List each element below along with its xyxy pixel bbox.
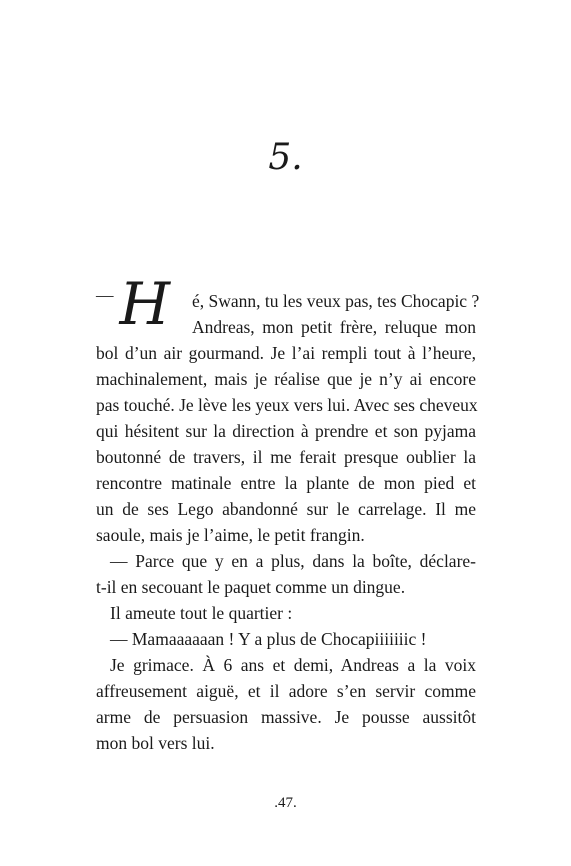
text-line: — Mamaaaaaan ! Y a plus de Chocapiiiiiiic ! — [110, 629, 427, 649]
text-line: Je grimace. À 6 ans et demi, Andreas a la voix — [110, 655, 476, 675]
dialogue-dash: — — [96, 285, 114, 305]
text-line: machinalement, mais je réalise que je n’y ai encore — [96, 369, 476, 389]
text-line: Andreas, mon petit frère, reluque mon — [192, 317, 476, 337]
dropcap-letter: H — [119, 270, 169, 338]
text-line: mon bol vers lui. — [96, 733, 215, 753]
text-line: affreusement aiguë, et il adore s’en servir comme — [96, 681, 476, 701]
text-line: saoule, mais je l’aime, le petit frangin. — [96, 525, 365, 545]
text-line: bol d’un air gourmand. Je l’ai rempli tout à l’heure, — [96, 343, 476, 363]
text-line-content: é, Swann, tu les veux pas, tes Chocapic ? — [192, 291, 480, 311]
text-line: rencontre matinale entre la plante de mon pied et — [96, 473, 476, 493]
text-line: pas touché. Je lève les yeux vers lui. Avec ses cheveux — [96, 395, 478, 415]
dropcap — [96, 270, 169, 338]
text-line: un de ses Lego abandonné sur le carrelage. Il me — [96, 499, 476, 519]
chapter-text — [96, 270, 480, 756]
text-line: arme de persuasion massive. Je pousse aussitôt — [96, 707, 476, 727]
page-number: .47. — [274, 795, 297, 811]
text-line: Il ameute tout le quartier : — [110, 603, 293, 623]
text-line: t-il en secouant le paquet comme un dingue. — [96, 577, 406, 597]
text-line: boutonné de travers, il me ferait presque oublier la — [96, 447, 476, 467]
text-line: qui hésitent sur la direction à prendre et son pyjama — [96, 421, 476, 441]
text-line: — Parce que y en a plus, dans la boîte, déclare- — [110, 551, 476, 571]
chapter-number: 5. — [268, 137, 303, 178]
